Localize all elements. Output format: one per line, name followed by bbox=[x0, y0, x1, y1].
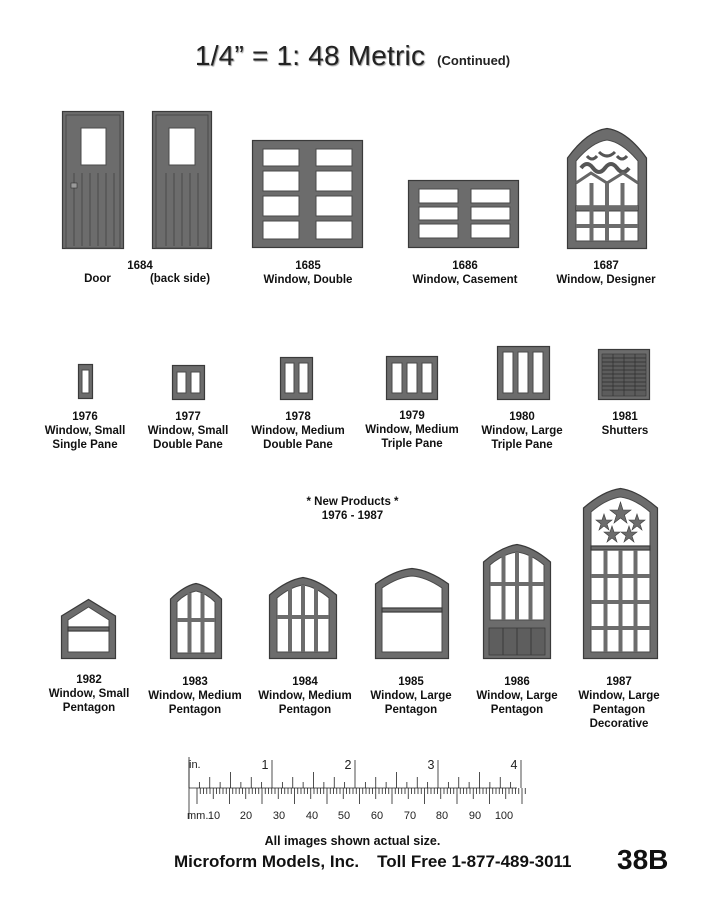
caption-1986-number: 1986 bbox=[504, 676, 530, 688]
ruler-mm-label-40: 40 bbox=[305, 810, 319, 822]
ruler-inch-unit: in. bbox=[189, 759, 201, 771]
caption-1987 bbox=[568, 675, 670, 731]
caption-1979-line2: Triple Pane bbox=[381, 438, 443, 450]
caption-1987-line3: Decorative bbox=[589, 718, 649, 730]
caption-1976-line1: Window, Small bbox=[44, 425, 126, 437]
caption-1980-line1: Window, Large bbox=[481, 425, 563, 437]
ruler-inch-label-3: 3 bbox=[427, 758, 435, 772]
caption-1979-line1: Window, Medium bbox=[365, 424, 459, 436]
ruler-mm-label-90: 90 bbox=[468, 810, 482, 822]
caption-1980-line2: Triple Pane bbox=[491, 439, 553, 451]
caption-1977-line1: Window, Small bbox=[147, 425, 229, 437]
caption-1686-number: 1686 bbox=[452, 260, 478, 272]
caption-1982-number: 1982 bbox=[76, 674, 102, 686]
caption-1687-line1: Window, Designer bbox=[556, 274, 656, 286]
window-1984-image bbox=[269, 577, 337, 659]
caption-1984-line1: Window, Medium bbox=[258, 690, 352, 702]
door-1684-image bbox=[62, 111, 124, 249]
caption-1686 bbox=[400, 259, 530, 287]
new-products-label bbox=[250, 495, 455, 523]
window-1685-image bbox=[252, 140, 363, 248]
caption-1687-number: 1687 bbox=[593, 260, 619, 272]
caption-1686-line1: Window, Casement bbox=[412, 274, 518, 286]
caption-1983-number: 1983 bbox=[182, 676, 208, 688]
caption-1684-label: Door bbox=[84, 273, 111, 285]
caption-1981-line1: Shutters bbox=[601, 425, 649, 437]
caption-1978 bbox=[245, 410, 351, 452]
caption-1985-line1: Window, Large bbox=[370, 690, 452, 702]
caption-1982 bbox=[38, 673, 140, 715]
caption-1977-number: 1977 bbox=[175, 411, 201, 423]
caption-1981-number: 1981 bbox=[612, 411, 638, 423]
caption-1983-line2: Pentagon bbox=[168, 704, 222, 716]
caption-1984-number: 1984 bbox=[292, 676, 318, 688]
caption-1685-line1: Window, Double bbox=[263, 274, 353, 286]
ruler-mm-label-70: 70 bbox=[403, 810, 417, 822]
ruler-inch-label-1: 1 bbox=[261, 758, 269, 772]
caption-1980-number: 1980 bbox=[509, 411, 535, 423]
caption-1685 bbox=[248, 259, 368, 287]
caption-1984-line2: Pentagon bbox=[278, 704, 332, 716]
continued-label: (Continued) bbox=[437, 53, 511, 68]
ruler bbox=[186, 757, 522, 823]
caption-1976-line2: Single Pane bbox=[52, 439, 118, 451]
caption-1684-back-label: (back side) bbox=[149, 273, 211, 285]
caption-1978-line2: Double Pane bbox=[263, 439, 333, 451]
shutters-1981-image bbox=[598, 349, 650, 400]
scale-title: 1/4” = 1: 48 Metric bbox=[194, 40, 426, 71]
caption-1985 bbox=[360, 675, 462, 717]
ruler-mm-label-60: 60 bbox=[370, 810, 384, 822]
caption-1978-number: 1978 bbox=[285, 411, 311, 423]
caption-1983-line1: Window, Medium bbox=[148, 690, 242, 702]
window-1983-image bbox=[170, 583, 222, 659]
window-1976-image bbox=[78, 364, 93, 399]
caption-1685-number: 1685 bbox=[295, 260, 321, 272]
caption-1687 bbox=[546, 259, 666, 287]
ruler-mm-label-100: 100 bbox=[494, 810, 514, 822]
window-1979-image bbox=[386, 356, 438, 400]
caption-1980 bbox=[470, 410, 574, 452]
caption-1986-line1: Window, Large bbox=[476, 690, 558, 702]
caption-1987-line2: Pentagon bbox=[592, 704, 646, 716]
ruler-mm-unit: mm. bbox=[187, 810, 209, 822]
window-1980-image bbox=[497, 346, 550, 400]
caption-1985-line2: Pentagon bbox=[384, 704, 438, 716]
new-products-range: 1976 - 1987 bbox=[321, 510, 384, 522]
page-number: 38B bbox=[617, 844, 669, 875]
caption-1684-number: 1684 bbox=[127, 260, 153, 272]
caption-1977 bbox=[138, 410, 238, 452]
company-name: Microform Models, Inc. bbox=[174, 852, 360, 871]
ruler-inch-label-4: 4 bbox=[510, 758, 518, 772]
toll-free-phone: Toll Free 1-877-489-3011 bbox=[377, 852, 572, 871]
caption-1982-line2: Pentagon bbox=[62, 702, 116, 714]
ruler-mm-label-20: 20 bbox=[239, 810, 253, 822]
door-1684-back-image bbox=[152, 111, 212, 249]
ruler-mm-label-80: 80 bbox=[435, 810, 449, 822]
footer-contact bbox=[174, 852, 590, 872]
caption-1976 bbox=[35, 410, 135, 452]
caption-1981 bbox=[580, 410, 670, 438]
caption-1979 bbox=[359, 409, 465, 451]
caption-1986-line2: Pentagon bbox=[490, 704, 544, 716]
page-title bbox=[0, 40, 705, 72]
ruler-mm-label-10: 10 bbox=[207, 810, 221, 822]
caption-1983 bbox=[142, 675, 248, 717]
caption-1985-number: 1985 bbox=[398, 676, 424, 688]
new-products-title: * New Products * bbox=[306, 496, 399, 508]
ruler-mm-label-30: 30 bbox=[272, 810, 286, 822]
caption-1987-line1: Window, Large bbox=[578, 690, 660, 702]
caption-1978-line1: Window, Medium bbox=[251, 425, 345, 437]
window-1986-image bbox=[483, 544, 551, 659]
window-1977-image bbox=[172, 365, 205, 400]
window-1687-image bbox=[567, 128, 647, 249]
actual-size-note: All images shown actual size. bbox=[264, 834, 441, 848]
ruler-mm-label-50: 50 bbox=[337, 810, 351, 822]
caption-1987-number: 1987 bbox=[606, 676, 632, 688]
ruler-inch-label-2: 2 bbox=[344, 758, 352, 772]
window-1686-image bbox=[408, 180, 519, 248]
caption-1977-line2: Double Pane bbox=[153, 439, 223, 451]
caption-1976-number: 1976 bbox=[72, 411, 98, 423]
window-1978-image bbox=[280, 357, 313, 400]
caption-1979-number: 1979 bbox=[399, 410, 425, 422]
caption-1986 bbox=[466, 675, 568, 717]
caption-1984 bbox=[252, 675, 358, 717]
caption-1982-line1: Window, Small bbox=[48, 688, 130, 700]
window-1982-image bbox=[61, 599, 116, 659]
window-1985-image bbox=[375, 568, 449, 659]
window-1987-image bbox=[583, 488, 658, 659]
